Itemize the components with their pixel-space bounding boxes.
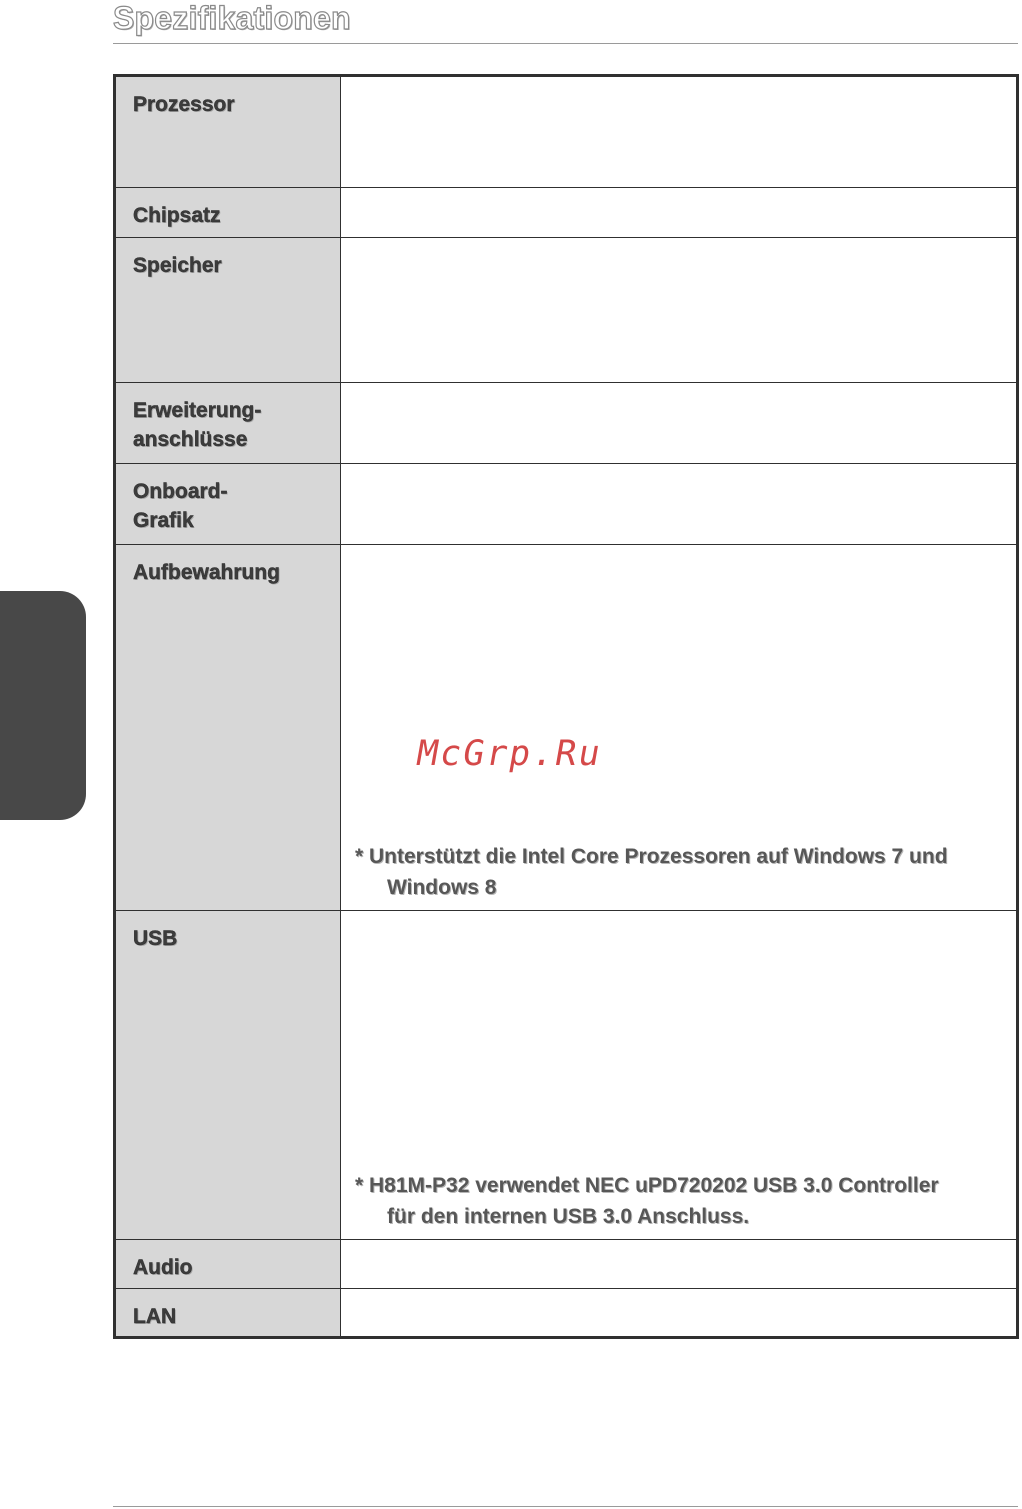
row-label-onboard-grafik: Onboard- Grafik xyxy=(115,464,341,545)
row-value-lan xyxy=(341,1289,1018,1338)
table-row xyxy=(115,911,1018,1240)
footer-divider xyxy=(113,1506,1018,1507)
table-row xyxy=(115,76,1018,188)
row-value-audio xyxy=(341,1240,1018,1289)
row-label-chipsatz: Chipsatz xyxy=(115,188,341,238)
table-row xyxy=(115,238,1018,383)
row-label-speicher: Speicher xyxy=(115,238,341,383)
row-value-usb xyxy=(341,911,1018,1240)
table-row xyxy=(115,464,1018,545)
table-row xyxy=(115,1240,1018,1289)
row-label-prozessor: Prozessor xyxy=(115,76,341,188)
watermark-text: McGrp.Ru xyxy=(413,734,606,774)
row-value-erweiterung xyxy=(341,383,1018,464)
footnote-line: Windows 8 xyxy=(387,876,497,899)
footnote-line: * H81M-P32 verwendet NEC uPD720202 USB 3.0 Controller xyxy=(355,1174,939,1197)
table-row xyxy=(115,383,1018,464)
row-value-prozessor xyxy=(341,76,1018,188)
footnote-line: für den internen USB 3.0 Anschluss. xyxy=(387,1205,750,1228)
title-divider xyxy=(113,43,1018,44)
footnote-line: * Unterstützt die Intel Core Prozessoren auf Windows 7 und xyxy=(355,845,948,868)
row-label-usb: USB xyxy=(115,911,341,1240)
chapter-side-tab xyxy=(0,591,86,820)
row-value-speicher xyxy=(341,238,1018,383)
table-row xyxy=(115,545,1018,911)
row-value-aufbewahrung xyxy=(341,545,1018,911)
row-label-erweiterung: Erweiterung- anschlüsse xyxy=(115,383,341,464)
row-label-audio: Audio xyxy=(115,1240,341,1289)
row-value-chipsatz xyxy=(341,188,1018,238)
footnote-aufbewahrung xyxy=(355,841,948,903)
row-label-lan: LAN xyxy=(115,1289,341,1338)
row-value-onboard-grafik xyxy=(341,464,1018,545)
footnote-usb xyxy=(355,1170,939,1232)
row-label-aufbewahrung: Aufbewahrung xyxy=(115,545,341,911)
specifications-table xyxy=(113,74,1019,1339)
table-row xyxy=(115,188,1018,238)
table-row xyxy=(115,1289,1018,1338)
page-title: Spezifikationen xyxy=(113,0,351,36)
